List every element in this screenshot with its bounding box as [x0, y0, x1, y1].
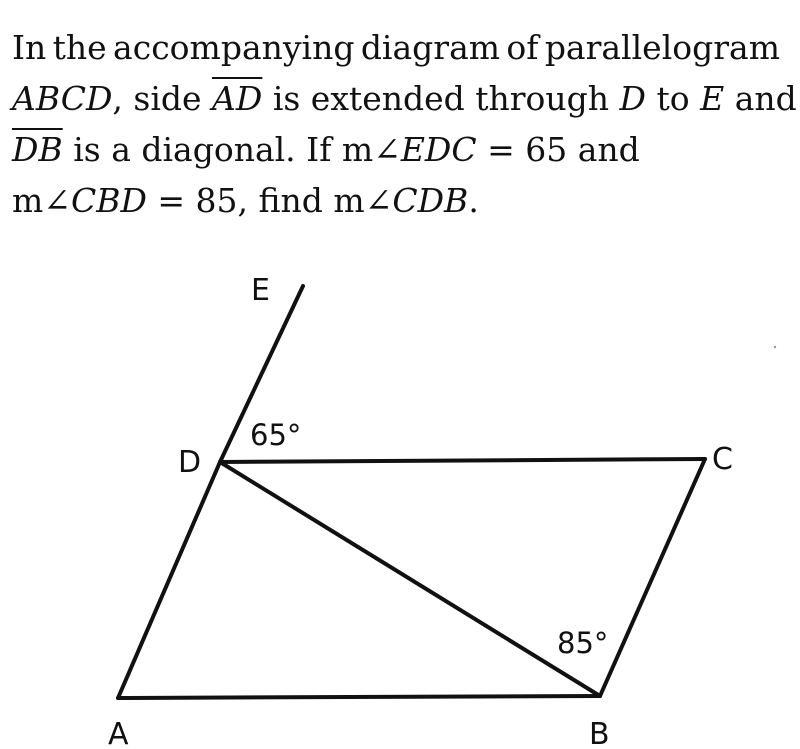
text-run: = 85, find m∠	[146, 181, 393, 220]
text-run: , side	[112, 79, 213, 118]
text-run: m∠	[12, 181, 71, 220]
point-label-a: A	[108, 717, 129, 749]
text-run: = 65 and	[476, 130, 640, 169]
segment-db: $\overline{DB}$	[12, 130, 63, 169]
point-label-c: C	[712, 442, 733, 477]
point-d-ref: D	[619, 79, 646, 118]
angle-label-cbd: 85°	[557, 626, 609, 660]
text-run: and	[724, 79, 797, 118]
text-run: to	[646, 79, 701, 118]
word: In	[12, 28, 47, 67]
text-run: .	[468, 181, 479, 220]
angle-edc-ref: EDC	[400, 130, 477, 169]
point-label-b: B	[589, 717, 610, 749]
side-cb	[600, 459, 705, 696]
word: of	[506, 28, 539, 67]
point-label-e: E	[251, 273, 270, 308]
side-ad	[118, 462, 220, 698]
side-dc	[220, 459, 705, 462]
word: diagram	[360, 28, 501, 67]
text-run: is a diagonal. If m∠	[62, 130, 401, 169]
segment-ad: $\overline{AD}$	[212, 79, 263, 118]
word: parallelogram	[544, 28, 780, 67]
parallelogram-name: ABCD	[12, 79, 113, 118]
diagonal-db	[220, 462, 600, 696]
angle-cbd-ref: CBD	[70, 181, 147, 220]
angle-cdb-ref: CDB	[392, 181, 469, 220]
stray-dot	[774, 346, 776, 348]
point-label-d: D	[178, 445, 202, 480]
angle-label-edc: 65°	[250, 418, 302, 452]
point-e-ref: E	[700, 79, 725, 118]
side-ba	[118, 696, 600, 698]
word: the	[52, 28, 107, 67]
text-run: is extended through	[262, 79, 620, 118]
word: accompanying	[113, 28, 355, 67]
